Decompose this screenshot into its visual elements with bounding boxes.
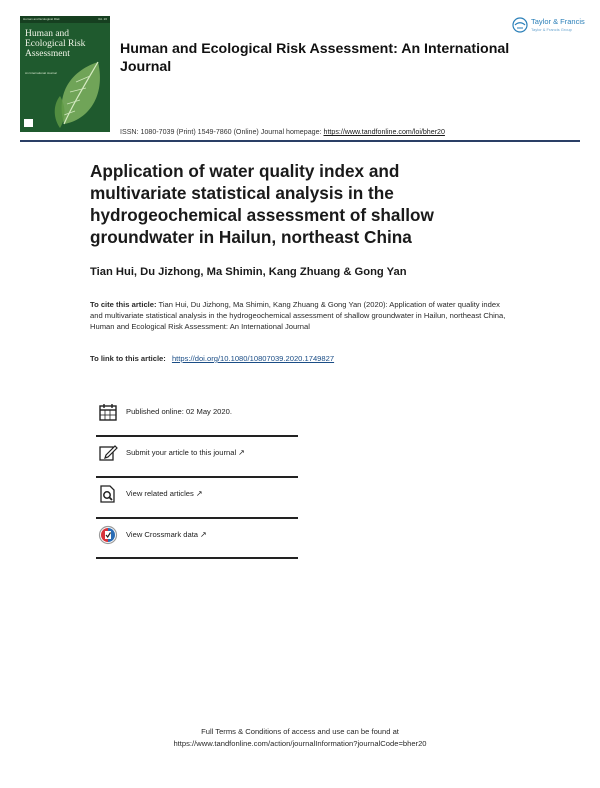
related-articles-text: View related articles — [126, 489, 194, 498]
publisher-logo — [512, 15, 584, 39]
item-divider — [96, 557, 298, 559]
article-title: Application of water quality index and multivariate statistical analysis in the hydrogeochemical assessment of shallow groundwater in Hailun, northeast China — [90, 161, 434, 247]
item-divider — [96, 517, 298, 519]
cover-top-left-text: Human and Ecological Risk — [23, 17, 60, 21]
published-online-text: Published online: 02 May 2020. — [126, 407, 232, 416]
item-divider — [96, 476, 298, 478]
article-authors: Tian Hui, Du Jizhong, Ma Shimin, Kang Zhuang & Gong Yan — [90, 266, 407, 278]
footer-terms-link[interactable]: https://www.tandfonline.com/action/journalInformation?journalCode=bher20 — [173, 739, 427, 748]
journal-title: Human and Ecological Risk Assessment: An International Journal — [120, 41, 510, 75]
issn-text: ISSN: 1080-7039 (Print) 1549-7860 (Online) Journal homepage: — [120, 128, 322, 136]
citation-text: Tian Hui, Du Jizhong, Ma Shimin, Kang Zhuang & Gong Yan (2020): Application of water quality index and multivariate statistical analysis in the hydrogeochemical assessment of shallow groundwater in Hailun, northeast China, Human and Ecological Risk Assessment: An International Journal — [90, 300, 506, 331]
footer — [0, 726, 600, 750]
leaf-illustration-icon — [50, 56, 110, 132]
publisher-logo-sub: Taylor & Francis Group — [531, 27, 572, 32]
journal-homepage-link[interactable]: https://www.tandfonline.com/loi/bher20 — [323, 128, 445, 136]
crossmark-text: View Crossmark data — [126, 530, 199, 539]
calendar-icon — [98, 402, 118, 422]
citation-label: To cite this article: — [90, 300, 157, 309]
cover-title: Human and Ecological Risk Assessment — [25, 29, 86, 59]
document-search-icon — [98, 484, 118, 504]
cover-publisher-mark-icon — [24, 119, 33, 127]
article-link-label: To link to this article: — [90, 354, 166, 363]
external-link-icon: ↗ — [195, 489, 203, 498]
cover-top-bar — [20, 16, 110, 23]
article-link-line — [90, 354, 334, 363]
external-link-icon: ↗ — [238, 448, 245, 457]
crossmark-icon — [98, 525, 118, 545]
journal-cover-image — [20, 16, 110, 132]
citation-block — [90, 299, 510, 332]
crossmark-link[interactable] — [126, 530, 207, 539]
publisher-logo-name: Taylor & Francis — [531, 17, 585, 26]
external-link-icon: ↗ — [200, 530, 207, 539]
doi-link[interactable]: https://doi.org/10.1080/10807039.2020.1749827 — [171, 354, 335, 363]
submit-article-link[interactable] — [126, 448, 245, 457]
publisher-logo-icon — [512, 17, 528, 33]
issn-line — [120, 128, 445, 136]
submit-article-text: Submit your article to this journal — [126, 448, 237, 457]
footer-terms-text: Full Terms & Conditions of access and use can be found at — [201, 727, 399, 736]
cover-subtitle: An International Journal — [25, 71, 57, 75]
header-divider — [20, 140, 580, 142]
cover-top-right-text: Vol. 26 — [97, 17, 107, 21]
edit-icon — [98, 443, 118, 463]
related-articles-link[interactable] — [126, 489, 203, 498]
item-divider — [96, 435, 298, 437]
